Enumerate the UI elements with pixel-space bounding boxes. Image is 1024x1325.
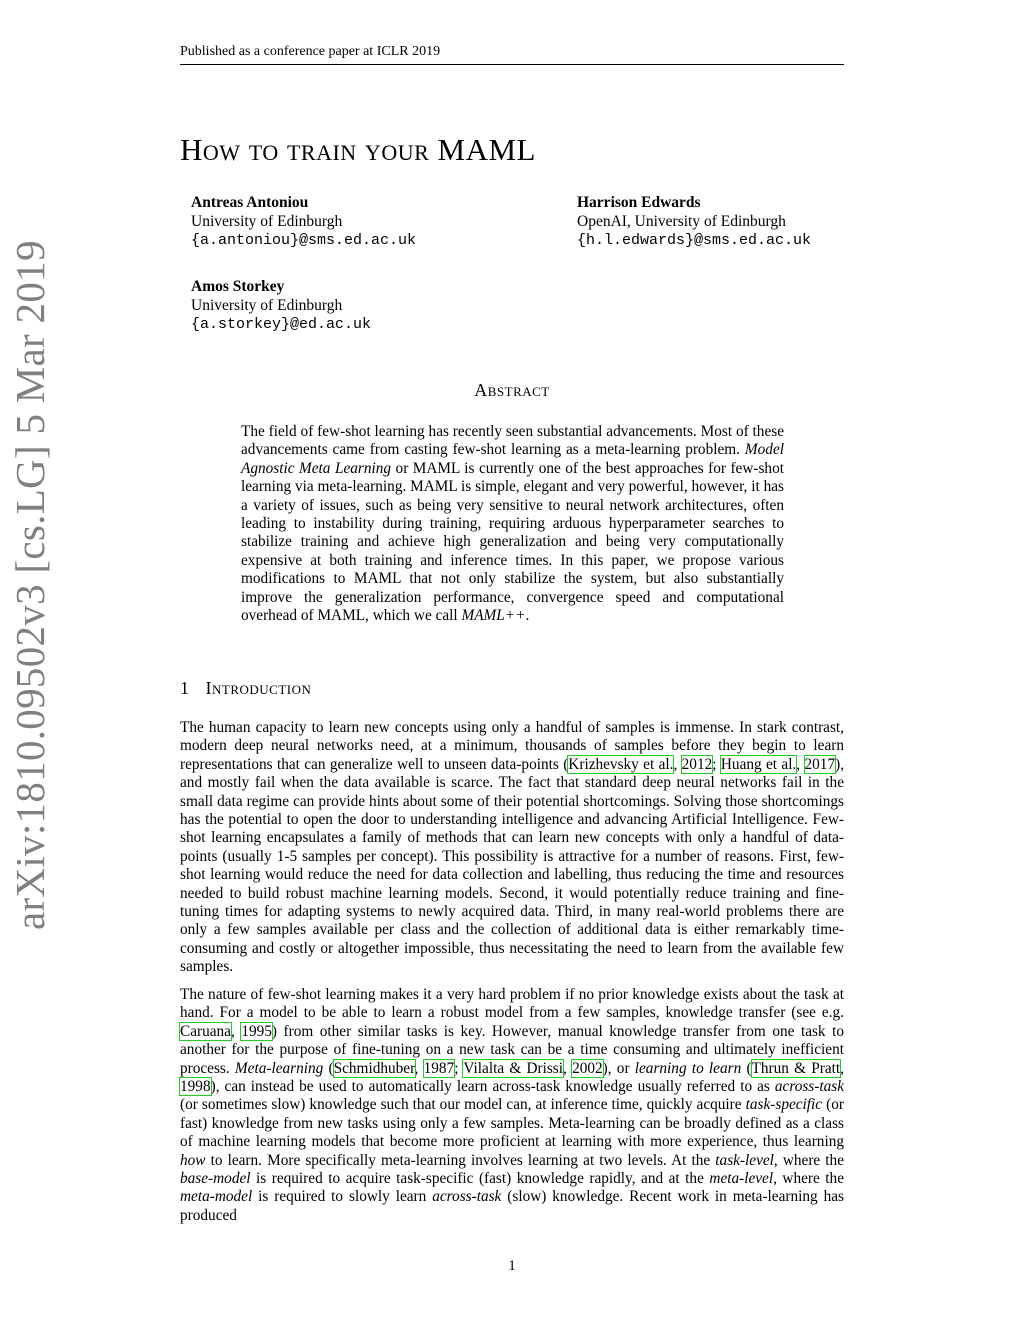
body-text: is required to slowly learn bbox=[252, 1188, 433, 1206]
body-text: (or sometimes slow) knowledge such that our model can, at inference time, quickly acquire bbox=[180, 1096, 746, 1114]
abstract-emphasis: MAML++ bbox=[461, 607, 526, 625]
citation-link[interactable]: 2017 bbox=[804, 755, 836, 773]
body-text: is required to acquire task-specific (fast) knowledge rapidly, and at the bbox=[250, 1170, 710, 1188]
body-text: (or fast) knowledge from new tasks using only a few samples. Meta-learning can be broadly defined as a class of machine learning models that become more proficient at learning with more experience, thus learning bbox=[180, 1096, 844, 1151]
body-text: , bbox=[840, 1059, 844, 1077]
citation-link[interactable]: Vilalta & Drissi bbox=[463, 1059, 564, 1077]
emphasis-text: task-specific bbox=[745, 1096, 823, 1114]
author-email: {a.antoniou}@sms.ed.ac.uk bbox=[191, 232, 417, 249]
citation-link[interactable]: Krizhevsky et al. bbox=[568, 755, 674, 773]
body-text: ), and mostly fail when the data available is scarce. The fact that standard deep neural networks fail in the small data regime can provide hints about some of their potential shortcomings. Solving those shortcomings has the potential to open the door to understanding intelligence and advancing Artificial Intelligence. Few-shot learning encapsulates a family of methods that can learn new concepts with only a handful of data-points (usually 1-5 samples per concept). This possibility is attractive for a number of reasons. First, few-shot learning would reduce the need for data collection and labelling, thus reducing the time and resources needed to build robust machine learning models. Second, it would potentially reduce training and fine-tuning times for adapting systems to newly acquired data. Third, in many real-world problems there are only a few samples available per class and the collection of additional data is either remarkably time-consuming and costly or altogether impossible, thus necessitating the need to learn from the available few samples. bbox=[180, 755, 845, 976]
paper-title: How to train your MAML bbox=[180, 132, 536, 167]
emphasis-text: across-task bbox=[432, 1188, 502, 1206]
author-block-1 bbox=[191, 193, 416, 250]
abstract-emphasis: Model Agnostic Meta Learning bbox=[241, 441, 784, 477]
section-number: 1 bbox=[180, 678, 190, 698]
page-number: 1 bbox=[508, 1258, 516, 1274]
citation-link[interactable]: 1995 bbox=[241, 1022, 272, 1040]
emphasis-text: learning to learn bbox=[634, 1059, 742, 1077]
citation-link[interactable]: 1998 bbox=[180, 1078, 211, 1096]
author-email: {h.l.edwards}@sms.ed.ac.uk bbox=[577, 232, 812, 249]
abstract-body bbox=[241, 423, 784, 625]
author-name: Harrison Edwards bbox=[577, 194, 701, 211]
author-email: {a.storkey}@ed.ac.uk bbox=[191, 316, 372, 333]
body-text: , where the bbox=[773, 1151, 844, 1169]
author-block-2 bbox=[577, 193, 811, 250]
citation-link[interactable]: 2002 bbox=[572, 1059, 603, 1077]
emphasis-text: task-level bbox=[715, 1151, 774, 1169]
section-heading-introduction bbox=[180, 678, 311, 699]
intro-paragraph-2 bbox=[180, 986, 844, 1225]
citation-link[interactable]: Huang et al. bbox=[720, 755, 797, 773]
body-text: , bbox=[414, 1059, 424, 1077]
author-affiliation: University of Edinburgh bbox=[191, 297, 343, 314]
emphasis-text: meta-model bbox=[180, 1188, 253, 1206]
author-name: Amos Storkey bbox=[191, 278, 285, 295]
body-text: ( bbox=[741, 1059, 752, 1077]
body-text: The human capacity to learn new concepts using only a handful of samples is immense. In stark contrast, modern deep neural networks need, at a minimum, thousands of samples before they begin to learn representations that can generalize well to unseen data-points ( bbox=[180, 719, 844, 773]
emphasis-text: base-model bbox=[180, 1170, 251, 1188]
body-text: , bbox=[673, 755, 682, 773]
intro-paragraph-1 bbox=[180, 719, 844, 977]
abstract-text: or MAML is currently one of the best approaches for few-shot learning via meta-learning. MAML is simple, elegant and very powerful, however, it has a variety of issues, such as being very sensitive to neural network architectures, often leading to instability during training, requiring arduous hyperparameter searches to stabilize training and achieve high generalization and being very computationally expensive at both training and inference times. In this paper, we propose various modifications to MAML that not only stabilize the system, but also substantially improve the generalization performance, convergence speed and computational overhead of MAML, which we call bbox=[241, 459, 784, 625]
body-text: ), can instead be used to automatically learn across-task knowledge usually referred to as bbox=[210, 1078, 775, 1096]
body-text: (slow) knowledge. Recent work in meta-learning has produced bbox=[180, 1188, 844, 1224]
body-text: to learn. More specifically meta-learning involves learning at two levels. At the bbox=[205, 1151, 716, 1169]
abstract-text: . bbox=[525, 607, 530, 625]
running-header: Published as a conference paper at ICLR 2019 bbox=[180, 44, 844, 65]
body-text: ; bbox=[712, 755, 721, 773]
citation-link[interactable]: Thrun & Pratt bbox=[751, 1059, 841, 1077]
author-affiliation: University of Edinburgh bbox=[191, 213, 343, 230]
body-text: , bbox=[796, 755, 805, 773]
citation-link[interactable]: 1987 bbox=[423, 1059, 455, 1077]
emphasis-text: Meta-learning bbox=[234, 1059, 324, 1077]
citation-link[interactable]: 2012 bbox=[681, 755, 713, 773]
body-text: ; bbox=[454, 1059, 464, 1077]
body-text: , bbox=[230, 1022, 242, 1040]
citation-link[interactable]: Caruana bbox=[180, 1022, 231, 1040]
body-text: ) from other similar tasks is key. However, manual knowledge transfer from one task to another for the purpose of fine-tuning on a new task can be a time consuming and ultimately inefficient process. bbox=[180, 1022, 844, 1077]
abstract-heading: Abstract bbox=[474, 380, 550, 400]
abstract-text: The field of few-shot learning has recently seen substantial advancements. Most of these advancements came from casting few-shot learning as a meta-learning problem. bbox=[241, 423, 784, 459]
citation-link[interactable]: Schmidhuber bbox=[333, 1059, 415, 1077]
emphasis-text: how bbox=[180, 1151, 206, 1169]
author-name: Antreas Antoniou bbox=[191, 194, 309, 211]
author-affiliation: OpenAI, University of Edinburgh bbox=[577, 213, 786, 230]
emphasis-text: meta-level bbox=[709, 1170, 774, 1188]
arxiv-identifier: arXiv:1810.09502v3 [cs.LG] 5 Mar 2019 bbox=[7, 240, 53, 930]
author-block-3 bbox=[191, 277, 371, 334]
section-title: Introduction bbox=[205, 678, 312, 698]
body-text: , bbox=[563, 1059, 573, 1077]
body-text: , where the bbox=[773, 1170, 844, 1188]
body-text: ), or bbox=[602, 1059, 635, 1077]
body-text: The nature of few-shot learning makes it a very hard problem if no prior knowledge exists about the task at hand. For a model to be able to learn a robust model from a few samples, knowledge transfer (see e.g. bbox=[180, 986, 844, 1022]
body-text: ( bbox=[323, 1059, 334, 1077]
emphasis-text: across-task bbox=[774, 1078, 844, 1096]
